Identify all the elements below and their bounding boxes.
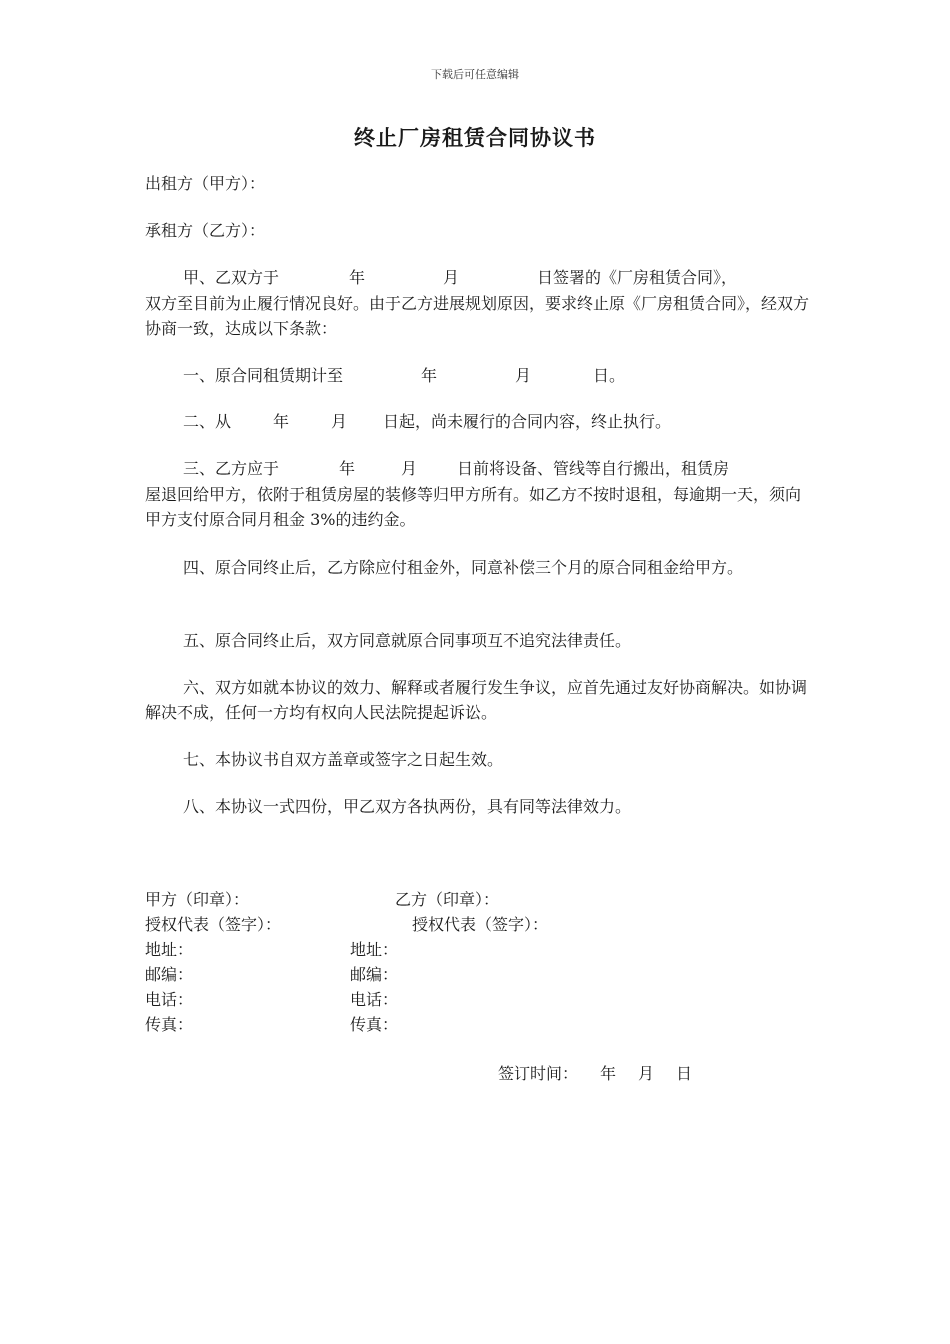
clause-3-year: 年 [339,459,356,478]
clause-5: 五、原合同终止后，双方同意就原合同事项互不追究法律责任。 [183,631,632,650]
clause-6: 六、双方如就本协议的效力、解释或者履行发生争议，应首先通过友好协商解决。如协调解决不成，任何一方均有权向人民法院提起诉讼。 [145,678,808,722]
signing-date [498,1062,692,1086]
signing-date-day: 日 [676,1064,693,1083]
lessor-line: 出租方（甲方）： [145,174,266,193]
clause-2-year: 年 [273,412,290,431]
clause-2-month: 月 [331,412,348,431]
intro-year: 年 [349,268,366,287]
party-a-phone: 电话： [145,990,194,1009]
document-title: 终止厂房租赁合同协议书 [354,125,596,150]
intro-rest: 双方至目前为止履行情况良好。由于乙方进展规划原因，要求终止原《厂房租赁合同》，经双方协商一致，达成以下条款： [145,294,810,338]
clause-3-first-line [183,457,729,481]
clause-3-text: 三、乙方应于 [183,459,280,478]
intro-text-d: 日签署的《厂房租赁合同》， [537,268,738,287]
intro-first-line [183,266,737,290]
party-b-zip: 邮编： [350,965,399,984]
clause-2-text: 二、从 [183,412,232,431]
party-a-rep: 授权代表（签字）： [145,915,282,934]
party-a-seal: 甲方（印章）： [145,890,250,909]
party-b-seal: 乙方（印章）： [395,890,500,909]
clause-3-month: 月 [401,459,418,478]
intro-month: 月 [443,268,460,287]
clause-1-month: 月 [515,366,532,385]
download-note: 下载后可任意编辑 [431,68,519,81]
signing-date-year: 年 [600,1064,617,1083]
clause-1-year: 年 [421,366,438,385]
clause-7: 七、本协议书自双方盖章或签字之日起生效。 [183,750,504,769]
party-b-fax: 传真： [350,1015,399,1034]
intro-text-a: 甲、乙双方于 [183,268,280,287]
clause-1 [183,364,625,388]
clause-2 [183,410,671,434]
clause-1-text: 一、原合同租赁期计至 [183,366,344,385]
party-a-fax: 传真： [145,1015,194,1034]
party-b-address: 地址： [350,940,399,959]
clause-1-day: 日。 [593,366,626,385]
signing-date-month: 月 [638,1064,655,1083]
signing-date-label: 签订时间： [498,1064,579,1083]
clause-4: 四、原合同终止后，乙方除应付租金外，同意补偿三个月的原合同租金给甲方。 [183,558,744,577]
party-a-zip: 邮编： [145,965,194,984]
clause-2-rest: 日起，尚未履行的合同内容，终止执行。 [383,412,672,431]
lessee-line: 承租方（乙方）： [145,221,266,240]
party-b-rep: 授权代表（签字）： [412,915,549,934]
clause-3-text-d: 日前将设备、管线等自行搬出，租赁房 [457,459,730,478]
party-a-address: 地址： [145,940,194,959]
party-b-phone: 电话： [350,990,399,1009]
clause-8: 八、本协议一式四份，甲乙双方各执两份，具有同等法律效力。 [183,797,632,816]
clause-3-rest: 屋退回给甲方，依附于租赁房屋的装修等归甲方所有。如乙方不按时退租，每逾期一天，须向甲方支付原合同月租金 3%的违约金。 [145,485,802,529]
